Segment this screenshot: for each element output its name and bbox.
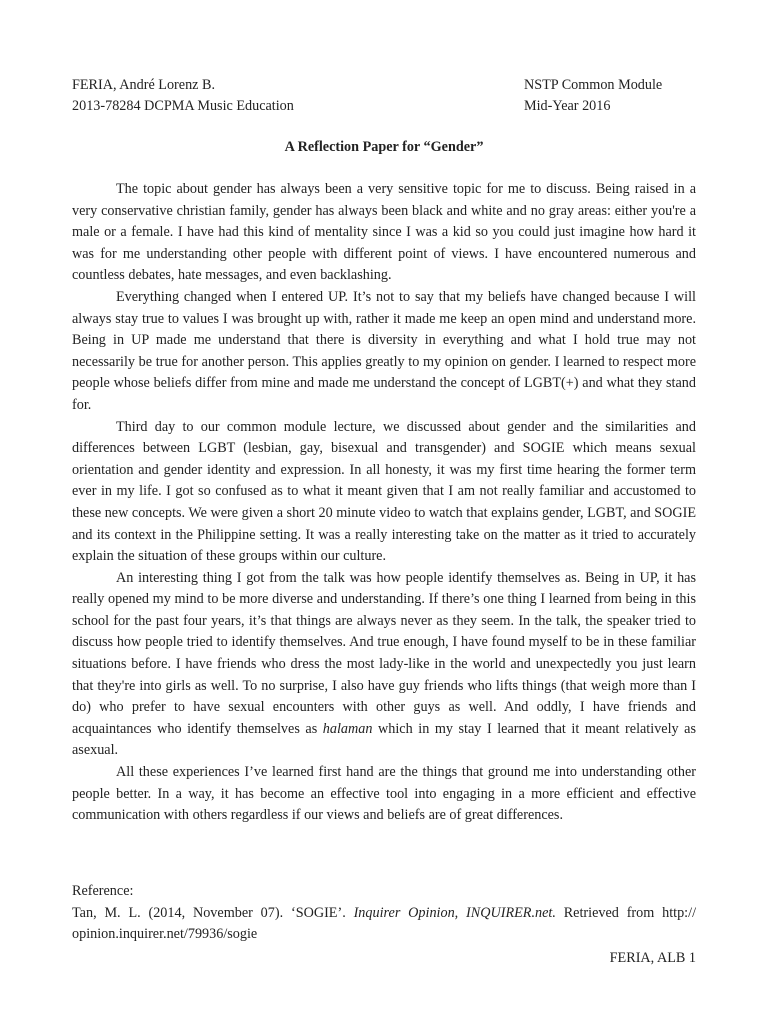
course-name: NSTP Common Module (524, 77, 663, 93)
student-info: 2013-78284 DCPMA Music Education (72, 98, 294, 114)
paragraph-4-italic-term: halaman (322, 720, 373, 737)
paragraph-5: All these experiences I’ve learned first hand are the things that ground me into understanding other people better. In a way, it has become an effective tool into engaging in a more efficient and effective communication with others regardless if our views and beliefs are of great differences. (72, 764, 696, 824)
paper-body (72, 179, 696, 827)
reference-section (72, 881, 696, 946)
reference-retrieved: Retrieved from http:// opinion.inquirer.net/79936/sogie (72, 904, 697, 942)
paper-title: A Reflection Paper for “Gender” (284, 139, 484, 155)
document-header (72, 75, 696, 117)
page-footer: FERIA, ALB 1 (609, 950, 696, 966)
reference-source: Inquirer Opinion, INQUIRER.net. (353, 904, 556, 921)
reference-entry (72, 903, 696, 946)
paragraph-4-text-start: An interesting thing I got from the talk was how people identify themselves as. Being in UP, it has really opened my mind to be more diverse and understanding. If there’s one thing I learned from being in this school for the past four years, it’s that things are always never as they seem. In the talk, the speaker tried to discuss how people tried to identify themselves. And true enough, I have found myself to be in these familiar situations before. I have friends who dress the most lady-like in the world and unexpectedly you just learn that they're into girls as well. To no surprise, I also have guy friends who lifts things (that weigh more than I do) who prefer to have sexual encounters with other guys as well. And oddly, I have friends and acquaintances who identify themselves as (72, 569, 696, 737)
paragraph-3: Third day to our common module lecture, we discussed about gender and the similarities and differences between LGBT (lesbian, gay, bisexual and transgender) and SOGIE which means sexual orientation and gender identity and expression. In all honesty, it was my first time hearing the former term ever in my life. I got so confused as to what it meant given that I am not really familiar and accustomed to these new concepts. We were given a short 20 minute video to watch that explains gender, LGBT, and SOGIE and its context in the Philippine setting. It was a really interesting take on the matter as it tried to accurately explain the situation of these groups within our culture. (72, 418, 696, 565)
term: Mid-Year 2016 (524, 98, 611, 114)
header-row-1 (72, 75, 696, 96)
author-name: FERIA, André Lorenz B. (72, 77, 216, 93)
paragraph-1: The topic about gender has always been a very sensitive topic for me to discuss. Being raised in a very conservative christian family, gender has always been black and white and no gray areas: either you're a male or a female. I have had this kind of mentality since I was a kid so you could just imagine how hard it was for me understanding other people with different point of views. I have encountered numerous and countless debates, hate messages, and even backlashing. (72, 181, 696, 284)
reference-author-date: Tan, M. L. (2014, November 07). ‘SOGIE’. (72, 904, 354, 921)
paragraph-4 (72, 568, 696, 762)
paragraph-4-text-end: which in my stay I learned that it meant relatively as asexual. (72, 720, 697, 759)
header-row-2 (72, 96, 696, 117)
paragraph-2: Everything changed when I entered UP. It’s not to say that my beliefs have changed because I will always stay true to values I was brought up with, rather it made me keep an open mind and understand more. Being in UP made me understand that there is diversity in everything and what I hold true may not necessarily be true for another person. This applies greatly to my opinion on gender. I learned to respect more people whose beliefs differ from mine and made me understand the concept of LGBT(+) and what they stand for. (72, 288, 696, 413)
reference-heading: Reference: (72, 883, 134, 899)
